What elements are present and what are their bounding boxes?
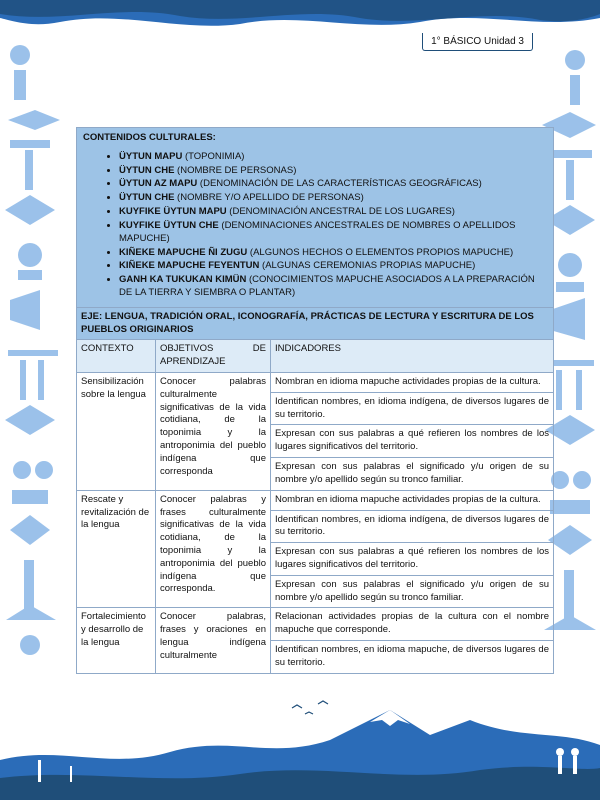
content-table (76, 127, 554, 674)
cultural-contents-cell (77, 128, 554, 308)
cultural-contents-list (83, 151, 547, 300)
indicator-cell: Nombran en idioma mapuche actividades propias de la cultura. (271, 373, 554, 393)
axis-heading: EJE: LENGUA, TRADICIÓN ORAL, ICONOGRAFÍA, PRÁCTICAS DE LECTURA Y ESCRITURA DE LOS PUEBLOS ORIGINARIOS (77, 307, 554, 340)
indicator-cell: Relacionan actividades propias de la cultura con el nombre mapuche que corresponde. (271, 608, 554, 641)
indicator-cell: Expresan con sus palabras el significado y/u origen de su nombre y/o apellido según su tronco familiar. (271, 458, 554, 491)
column-header-contexto: CONTEXTO (77, 340, 156, 373)
indicator-cell: Expresan con sus palabras el significado y/u origen de su nombre y/o apellido según su tronco familiar. (271, 575, 554, 608)
indicator-cell: Expresan con sus palabras a qué refieren los nombres de los lugares significativos del territorio. (271, 543, 554, 576)
indicator-cell: Identifican nombres, en idioma indígena, de diversos lugares de su territorio. (271, 510, 554, 543)
list-item: • KUYFIKE ÜYTUN MAPU (DENOMINACIÓN ANCESTRAL DE LOS LUGARES) (119, 206, 547, 219)
column-header-objetivos: OBJETIVOS DE APRENDIZAJE (156, 340, 271, 373)
list-item: • ÜYTUN CHE (NOMBRE DE PERSONAS) (119, 165, 547, 178)
list-item: • ÜYTUN AZ MAPU (DENOMINACIÓN DE LAS CARACTERÍSTICAS GEOGRÁFICAS) (119, 178, 547, 191)
list-item: • ÜYTUN MAPU (TOPONIMIA) (119, 151, 547, 164)
list-item: • GANH KA TUKUKAN KIMÜN (CONOCIMIENTOS MAPUCHE ASOCIADOS A LA PREPARACIÓN DE LA TIERRA Y SIEMBRA O PLANTAR) (119, 274, 547, 300)
indicator-cell: Identifican nombres, en idioma indígena, de diversos lugares de su territorio. (271, 392, 554, 425)
objective-cell: Conocer palabras, frases y oraciones en lengua indígena culturalmente (156, 608, 271, 673)
bottom-landscape-decoration (0, 690, 600, 800)
indicator-cell: Nombran en idioma mapuche actividades propias de la cultura. (271, 490, 554, 510)
cultural-contents-title: CONTENIDOS CULTURALES: (83, 132, 216, 143)
context-cell: Sensibilización sobre la lengua (77, 373, 156, 491)
objective-cell: Conocer palabras culturalmente significativas de la vida cotidiana, de la toponimia y la antroponimia del pueblo indígena que corresponda (156, 373, 271, 491)
column-header-indicadores: INDICADORES (271, 340, 554, 373)
list-item: • KIÑEKE MAPUCHE FEYENTUN (ALGUNAS CEREMONIAS PROPIAS MAPUCHE) (119, 260, 547, 273)
indicator-cell: Expresan con sus palabras a qué refieren los nombres de los lugares significativos del territorio. (271, 425, 554, 458)
list-item: • KIÑEKE MAPUCHE ÑI ZUGU (ALGUNOS HECHOS O ELEMENTOS PROPIOS MAPUCHE) (119, 247, 547, 260)
top-decorative-band (0, 0, 600, 32)
list-item: • KUYFIKE ÜYTUN CHE (DENOMINACIONES ANCESTRALES DE NOMBRES O APELLIDOS MAPUCHE) (119, 220, 547, 246)
context-cell: Rescate y revitalización de la lengua (77, 490, 156, 608)
context-cell: Fortalecimiento y desarrollo de la lengua (77, 608, 156, 673)
left-iconography-decoration (0, 0, 70, 800)
indicator-cell: Identifican nombres, en idioma mapuche, de diversos lugares de su territorio. (271, 641, 554, 674)
unit-tag: 1° BÁSICO Unidad 3 (422, 33, 533, 51)
objective-cell: Conocer palabras y frases culturalmente significativas de la vida cotidiana, de la toponimia y la antroponimia del pueblo indígena que corresponda. (156, 490, 271, 608)
list-item: • ÜYTUN CHE (NOMBRE Y/O APELLIDO DE PERSONAS) (119, 192, 547, 205)
